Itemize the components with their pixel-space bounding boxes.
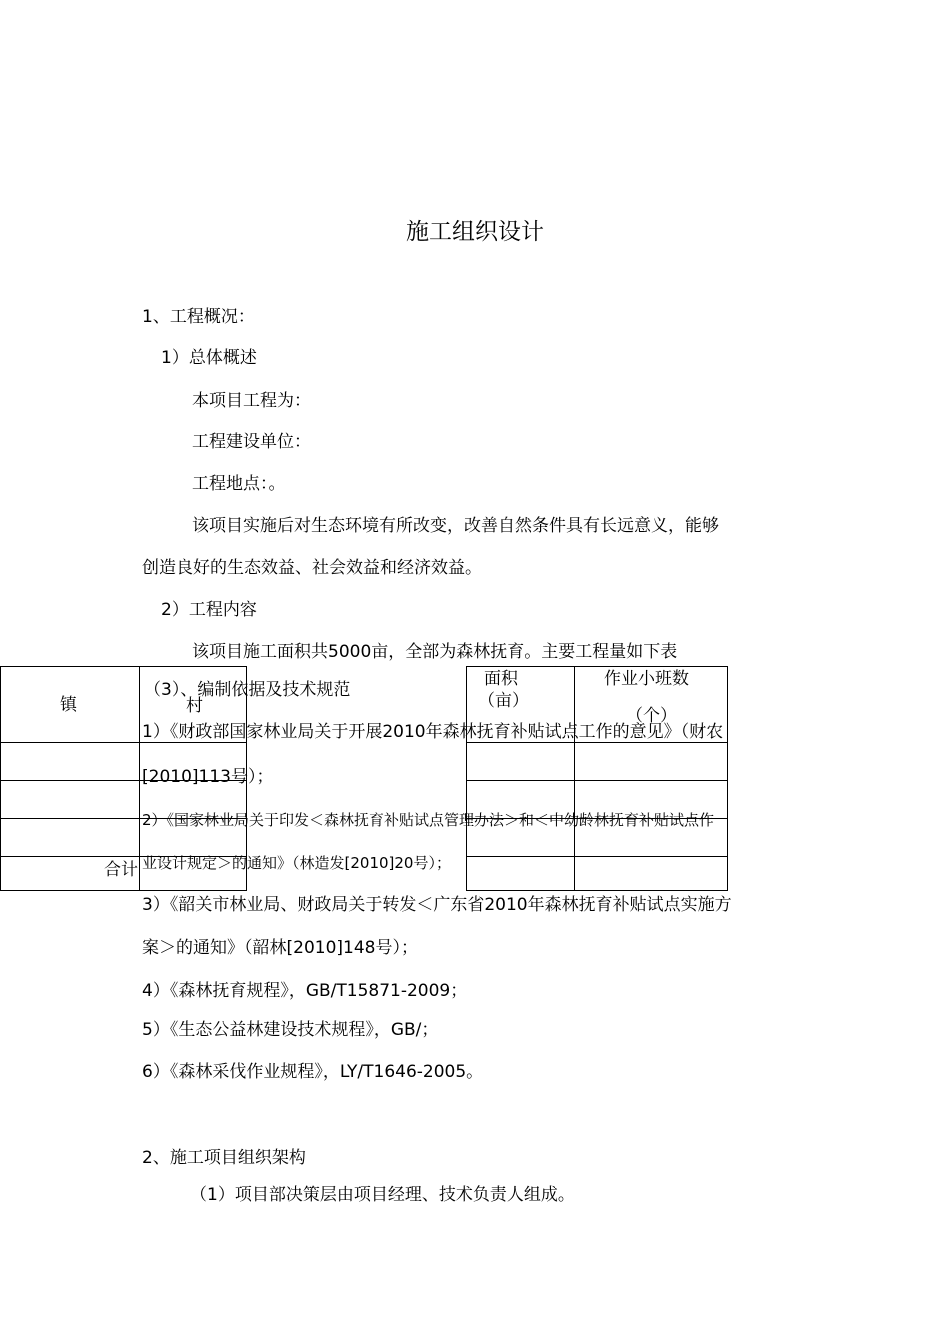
table-header-area: 面积 [484, 669, 518, 689]
project-name-line: 本项目工程为： [192, 391, 311, 411]
reference-2-line-2: 业设计规定＞的通知》（林造发[2010]20号）； [142, 854, 451, 872]
section2-item-1: （1）项目部决策层由项目经理、技术负责人组成。 [190, 1185, 575, 1205]
table-header-village: 村 [186, 696, 203, 716]
reference-6: 6）《森林采伐作业规程》，LY/T1646-2005。 [142, 1062, 484, 1082]
reference-3-line-1: 3）《韶关市林业局、财政局关于转发＜广东省2010年森林抚育补贴试点实施方 [142, 895, 732, 915]
reference-1-line-2: [2010]113号）； [142, 767, 274, 787]
overview-heading: 1）总体概述 [161, 348, 257, 368]
reference-1-line-1: 1）《财政部国家林业局关于开展2010年森林抚育补贴试点工作的意见》（财农 [142, 722, 724, 742]
reference-4: 4）《森林抚育规程》，GB/T15871-2009； [142, 981, 468, 1001]
table-header-area-unit: （亩） [478, 691, 529, 711]
table-total-label: 合计 [104, 860, 138, 880]
description-line-2: 创造良好的生态效益、社会效益和经济效益。 [142, 558, 482, 578]
content-paragraph: 该项目施工面积共5000亩，全部为森林抚育。主要工程量如下表 [192, 642, 678, 662]
table-header-teams-unit: （个） [626, 706, 677, 726]
location-line: 工程地点：。 [192, 474, 286, 494]
content-heading: 2）工程内容 [161, 600, 257, 620]
builder-line: 工程建设单位： [192, 432, 311, 452]
reference-2-line-1: 2）《国家林业局关于印发＜森林抚育补贴试点管理办法＞和＜中幼龄林抚育补贴试点作 [142, 811, 715, 829]
description-line-1: 该项目实施后对生态环境有所改变，改善自然条件具有长远意义，能够 [192, 516, 719, 536]
reference-3-line-2: 案＞的通知》（韶林[2010]148号）； [142, 938, 418, 958]
table-header-teams: 作业小班数 [604, 669, 689, 689]
section2-heading: 2、施工项目组织架构 [142, 1148, 306, 1168]
section1-heading: 1、工程概况： [142, 307, 255, 327]
page-title: 施工组织设计 [406, 219, 544, 245]
basis-heading: （3）、编制依据及技术规范 [144, 680, 351, 700]
table-header-town: 镇 [60, 695, 77, 715]
reference-5: 5）《生态公益林建设技术规程》，GB/； [142, 1020, 439, 1040]
